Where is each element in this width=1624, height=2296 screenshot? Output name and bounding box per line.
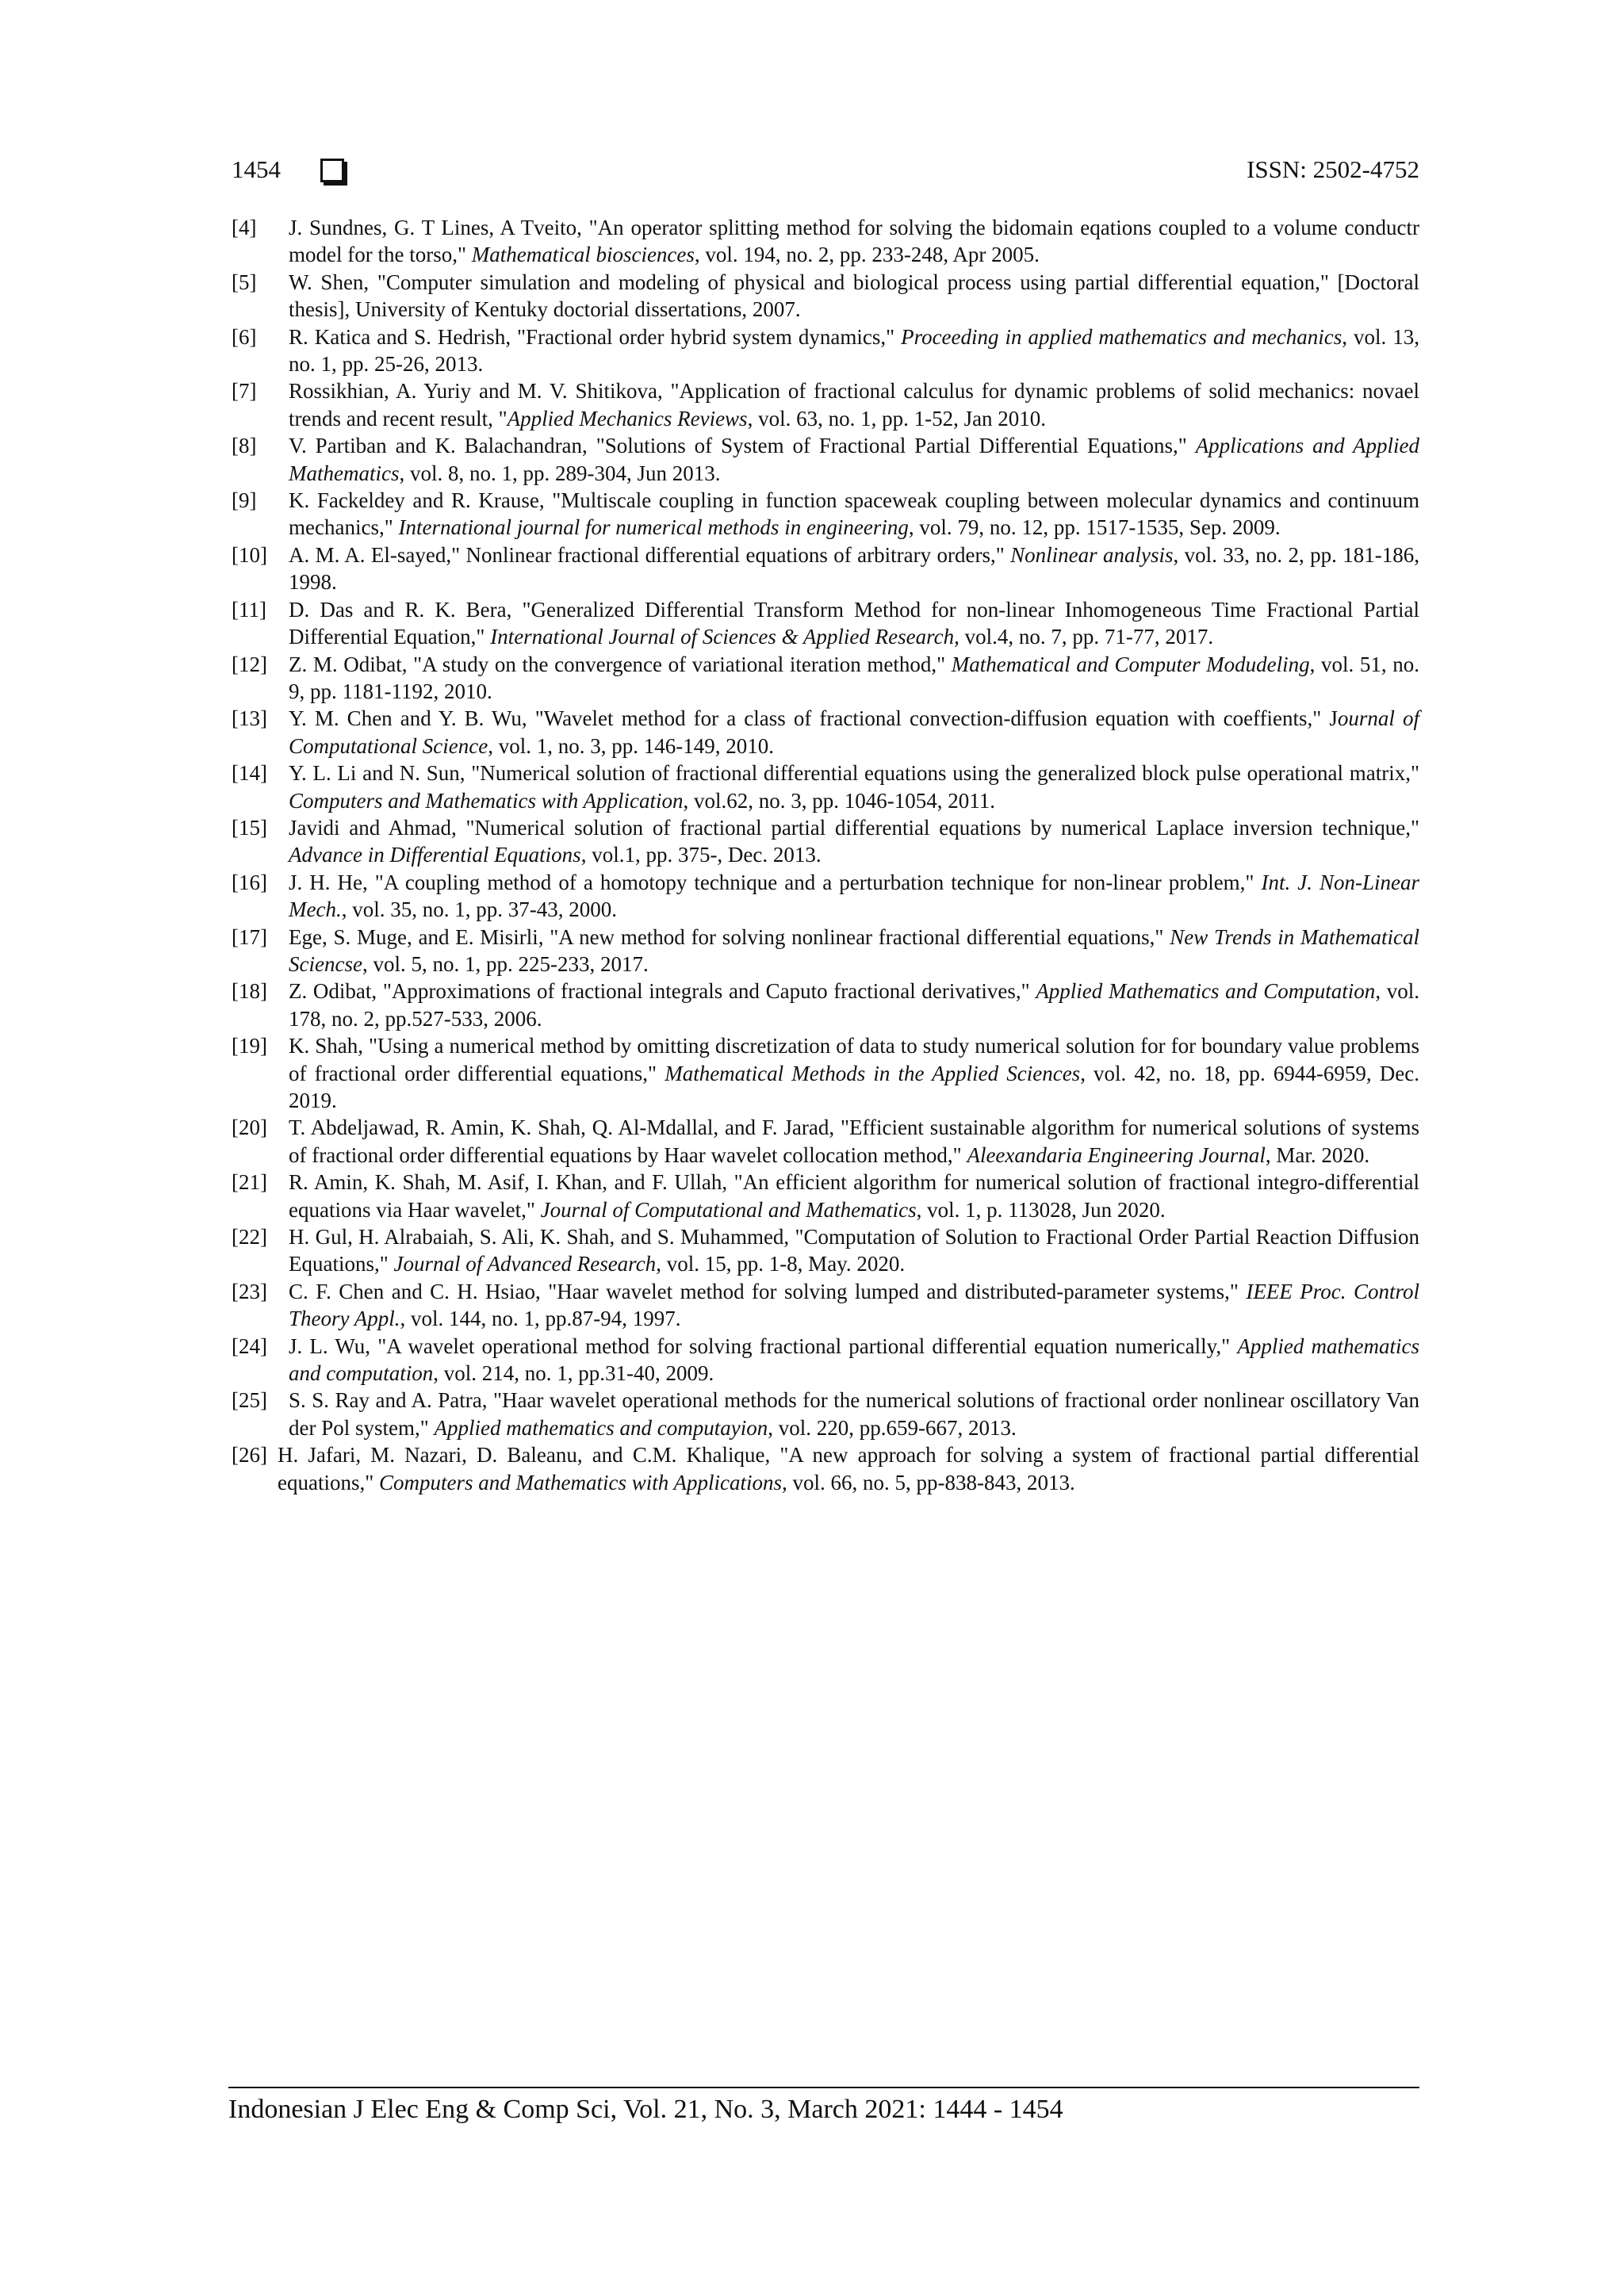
reference-details: , Mar. 2020.	[1265, 1142, 1370, 1167]
reference-item	[232, 705, 1419, 760]
reference-venue: Computers and Mathematics with Application	[289, 788, 684, 813]
square-box-icon	[320, 159, 344, 182]
reference-authors-title: K. Shah, "Using a numerical method by omitting discretization of data to study numerical solution for for boundary value problems of fractional order differential equations,"	[289, 1034, 1419, 1085]
reference-venue: ournal of Computational Science	[289, 706, 1419, 758]
reference-number: [21]	[232, 1170, 267, 1195]
reference-number: [13]	[232, 706, 267, 731]
reference-details: , vol. 79, no. 12, pp. 1517-1535, Sep. 2009.	[908, 515, 1281, 540]
reference-item	[232, 760, 1419, 814]
reference-venue: Aleexandaria Engineering Journal	[967, 1142, 1266, 1167]
reference-number: [8]	[232, 434, 257, 458]
reference-details: , vol. 144, no. 1, pp.87-94, 1997.	[400, 1307, 681, 1331]
reference-authors-title: C. F. Chen and C. H. Hsiao, "Haar wavelet method for solving lumped and distributed-parameter systems,"	[289, 1279, 1247, 1303]
reference-number: [11]	[232, 597, 266, 622]
reference-item	[232, 1441, 1419, 1496]
reference-authors-title: Javidi and Ahmad, "Numerical solution of fractional partial differential equations by numerical Laplace inversion technique,"	[289, 815, 1419, 840]
reference-authors-title: W. Shen, "Computer simulation and modeling of physical and biological process using partial differential equation," [Doctoral thesis], University of Kentuky doctorial dissertations, 2007.	[289, 270, 1419, 322]
page-number: 1454	[232, 155, 281, 183]
reference-text	[289, 434, 1419, 484]
reference-item	[232, 596, 1419, 651]
reference-number: [10]	[232, 542, 267, 567]
reference-number: [26]	[232, 1443, 267, 1468]
reference-list	[232, 214, 1419, 1496]
reference-venue: Applied mathematics and computation	[289, 1334, 1419, 1386]
reference-authors-title: Ege, S. Muge, and E. Misirli, "A new method for solving nonlinear fractional differential equations,"	[289, 924, 1170, 949]
reference-venue: International Journal of Sciences & Applied Research,	[490, 625, 959, 649]
issn: ISSN: 2502-4752	[1247, 155, 1419, 183]
reference-details: , vol. 13, no. 1, pp. 25-26, 2013.	[289, 324, 1419, 377]
reference-item	[232, 487, 1419, 541]
reference-details: , vol. 1, no. 3, pp. 146-149, 2010.	[488, 733, 774, 758]
reference-number: [5]	[232, 270, 257, 294]
reference-details: , vol. 42, no. 18, pp. 6944-6959, Dec. 2019.	[289, 1061, 1419, 1112]
reference-number: [20]	[232, 1115, 267, 1140]
page-header	[232, 152, 1419, 190]
reference-number: [14]	[232, 761, 267, 786]
reference-text	[289, 270, 1419, 321]
reference-number: [9]	[232, 488, 257, 513]
reference-text	[289, 1388, 1419, 1439]
reference-item	[232, 323, 1419, 378]
reference-authors-title: R. Katica and S. Hedrish, "Fractional order hybrid system dynamics,"	[289, 324, 902, 349]
reference-venue: Applied mathematics and computayion	[434, 1415, 768, 1440]
reference-item	[232, 1114, 1419, 1169]
reference-authors-title: H. Jafari, M. Nazari, D. Baleanu, and C.M. Khalique, "A new approach for solving a system of fractional partial differential equations,"	[278, 1443, 1419, 1494]
reference-venue: Proceeding in applied mathematics and mechanics	[901, 324, 1342, 349]
reference-number: [6]	[232, 324, 257, 349]
reference-authors-title: S. S. Ray and A. Patra, "Haar wavelet operational methods for the numerical solutions of fractional order nonlinear oscillatory Van der Pol system,"	[289, 1388, 1419, 1440]
reference-authors-title: J. L. Wu, "A wavelet operational method for solving fractional partional differential equation numerically,"	[289, 1334, 1238, 1358]
reference-authors-title: V. Partiban and K. Balachandran, "Solutions of System of Fractional Partial Differential Equations,"	[289, 434, 1196, 458]
reference-item	[232, 377, 1419, 432]
reference-text	[289, 543, 1419, 594]
reference-venue: IEEE Proc. Control Theory Appl.	[289, 1279, 1419, 1331]
reference-authors-title: T. Abdeljawad, R. Amin, K. Shah, Q. Al-Mdallal, and F. Jarad, "Efficient sustainable algorithm for numerical solutions of systems of fractional order differential equations by Haar wavelet collocation method,"	[289, 1115, 1419, 1167]
reference-text	[289, 1225, 1419, 1276]
reference-venue: Applied Mechanics Reviews	[507, 406, 748, 430]
reference-item	[232, 1032, 1419, 1114]
reference-number: [7]	[232, 379, 257, 404]
page-footer: Indonesian J Elec Eng & Comp Sci, Vol. 21, No. 3, March 2021: 1444 - 1454	[228, 2095, 1063, 2124]
reference-details: , vol. 1, p. 113028, Jun 2020.	[916, 1197, 1166, 1222]
reference-details: , vol. 8, no. 1, pp. 289-304, Jun 2013.	[399, 461, 721, 485]
reference-text	[289, 652, 1419, 703]
reference-item	[232, 978, 1419, 1032]
reference-text	[289, 379, 1419, 430]
reference-venue: Journal of Computational and Mathematics	[540, 1197, 917, 1222]
reference-venue: International journal for numerical methods in engineering	[398, 515, 909, 540]
reference-number: [4]	[232, 216, 257, 239]
reference-text	[289, 1115, 1419, 1166]
reference-number: [15]	[232, 815, 267, 840]
reference-text	[289, 1334, 1419, 1385]
reference-authors-title: D. Das and R. K. Bera, "Generalized Differential Transform Method for non-linear Inhomogeneous Time Fractional Partial Differential Equation,"	[289, 597, 1419, 649]
reference-authors-title: R. Amin, K. Shah, M. Asif, I. Khan, and F. Ullah, "An efficient algorithm for numerical solution of fractional integro-differential equations via Haar wavelet,"	[289, 1170, 1419, 1222]
reference-item	[232, 1387, 1419, 1441]
reference-authors-title: Z. Odibat, "Approximations of fractional integrals and Caputo fractional derivatives,"	[289, 979, 1036, 1004]
reference-number: [12]	[232, 652, 267, 676]
reference-text	[289, 706, 1419, 757]
reference-text	[289, 1280, 1419, 1330]
reference-venue: Applications and Applied Mathematics	[289, 434, 1419, 485]
reference-text	[289, 871, 1419, 921]
reference-item	[232, 1169, 1419, 1223]
reference-venue: Computers and Mathematics with Applications,	[379, 1470, 787, 1494]
reference-details: , vol. 51, no. 9, pp. 1181-1192, 2010.	[289, 652, 1419, 703]
reference-details: , vol.1, pp. 375-, Dec. 2013.	[580, 843, 822, 867]
reference-details: , vol.62, no. 3, pp. 1046-1054, 2011.	[683, 788, 995, 813]
reference-text	[289, 216, 1419, 266]
reference-number: [19]	[232, 1034, 267, 1058]
reference-details: , vol. 178, no. 2, pp.527-533, 2006.	[289, 979, 1419, 1031]
reference-item	[232, 1223, 1419, 1278]
reference-text	[289, 816, 1419, 867]
reference-venue: Mathematical Methods in the Applied Sciences	[665, 1061, 1081, 1085]
reference-details: vol.4, no. 7, pp. 71-77, 2017.	[959, 625, 1214, 649]
reference-number: [18]	[232, 979, 267, 1004]
reference-venue: Nonlinear analysis	[1010, 542, 1174, 567]
reference-authors-title: J. H. He, "A coupling method of a homotopy technique and a perturbation technique for non-linear problem,"	[289, 870, 1262, 894]
reference-text	[289, 1170, 1419, 1221]
reference-details: , vol. 5, no. 1, pp. 225-233, 2017.	[362, 951, 649, 976]
reference-number: [24]	[232, 1334, 267, 1358]
reference-details: , vol. 15, pp. 1-8, May. 2020.	[656, 1252, 906, 1276]
reference-venue: Mathematical biosciences	[471, 243, 695, 267]
reference-item	[232, 269, 1419, 323]
reference-details: , vol. 35, no. 1, pp. 37-43, 2000.	[341, 897, 617, 922]
reference-item	[232, 541, 1419, 596]
reference-venue: Mathematical and Computer Modudeling	[951, 652, 1310, 676]
reference-number: [23]	[232, 1279, 267, 1303]
reference-authors-title: Y. M. Chen and Y. B. Wu, "Wavelet method for a class of fractional convection-diffusion equation with coeffients," J	[289, 706, 1338, 731]
reference-authors-title: J. Sundnes, G. T Lines, A Tveito, "An operator splitting method for solving the bidomain eqations coupled to a volume conductr model for the torso,"	[289, 216, 1419, 267]
reference-item	[232, 869, 1419, 924]
reference-authors-title: Z. M. Odibat, "A study on the convergence of variational iteration method,"	[289, 652, 952, 676]
reference-text	[289, 979, 1419, 1030]
reference-text	[289, 488, 1419, 539]
reference-number: [25]	[232, 1388, 267, 1413]
footer-divider	[228, 2087, 1419, 2088]
reference-details: , vol. 194, no. 2, pp. 233-248, Apr 2005.	[694, 243, 1040, 267]
reference-details: , vol. 33, no. 2, pp. 181-186, 1998.	[289, 542, 1420, 595]
reference-number: [22]	[232, 1225, 267, 1249]
reference-number: [17]	[232, 924, 267, 949]
reference-details: , vol. 214, no. 1, pp.31-40, 2009.	[433, 1361, 714, 1386]
reference-text	[289, 598, 1419, 649]
reference-venue: Journal of Advanced Research	[393, 1252, 657, 1276]
reference-authors-title: A. M. A. El-sayed," Nonlinear fractional differential equations of arbitrary orders,"	[289, 542, 1011, 567]
reference-item	[232, 214, 1419, 269]
reference-details: , vol. 220, pp.659-667, 2013.	[768, 1415, 1017, 1440]
reference-item	[232, 924, 1419, 978]
reference-details: , vol. 63, no. 1, pp. 1-52, Jan 2010.	[747, 406, 1047, 430]
reference-text	[278, 1443, 1419, 1494]
reference-text	[289, 325, 1419, 376]
reference-authors-title: H. Gul, H. Alrabaiah, S. Ali, K. Shah, and S. Muhammed, "Computation of Solution to Fractional Order Partial Reaction Diffusion Equations,"	[289, 1225, 1419, 1276]
reference-text	[289, 925, 1419, 976]
reference-venue: Int. J. Non-Linear Mech.	[289, 870, 1419, 922]
reference-authors-title: Rossikhian, A. Yuriy and M. V. Shitikova, "Application of fractional calculus for dynamic problems of solid mechanics: novael trends and recent result, "	[289, 379, 1419, 430]
reference-venue: Advance in Differential Equations	[289, 843, 581, 867]
reference-authors-title: Y. L. Li and N. Sun, "Numerical solution of fractional differential equations using the generalized block pulse operational matrix,"	[289, 761, 1419, 786]
reference-text	[289, 761, 1419, 812]
reference-authors-title: K. Fackeldey and R. Krause, "Multiscale coupling in function spaceweak coupling between molecular dynamics and continuum mechanics,"	[289, 488, 1419, 540]
reference-venue: New Trends in Mathematical Sciencse	[289, 924, 1419, 976]
reference-text	[289, 1034, 1419, 1112]
reference-item	[232, 814, 1419, 869]
reference-item	[232, 1278, 1419, 1333]
reference-venue: Applied Mathematics and Computation	[1036, 979, 1376, 1004]
reference-number: [16]	[232, 870, 267, 894]
reference-item	[232, 651, 1419, 706]
reference-item	[232, 1333, 1419, 1387]
reference-item	[232, 432, 1419, 487]
reference-details: vol. 66, no. 5, pp-838-843, 2013.	[787, 1470, 1075, 1494]
